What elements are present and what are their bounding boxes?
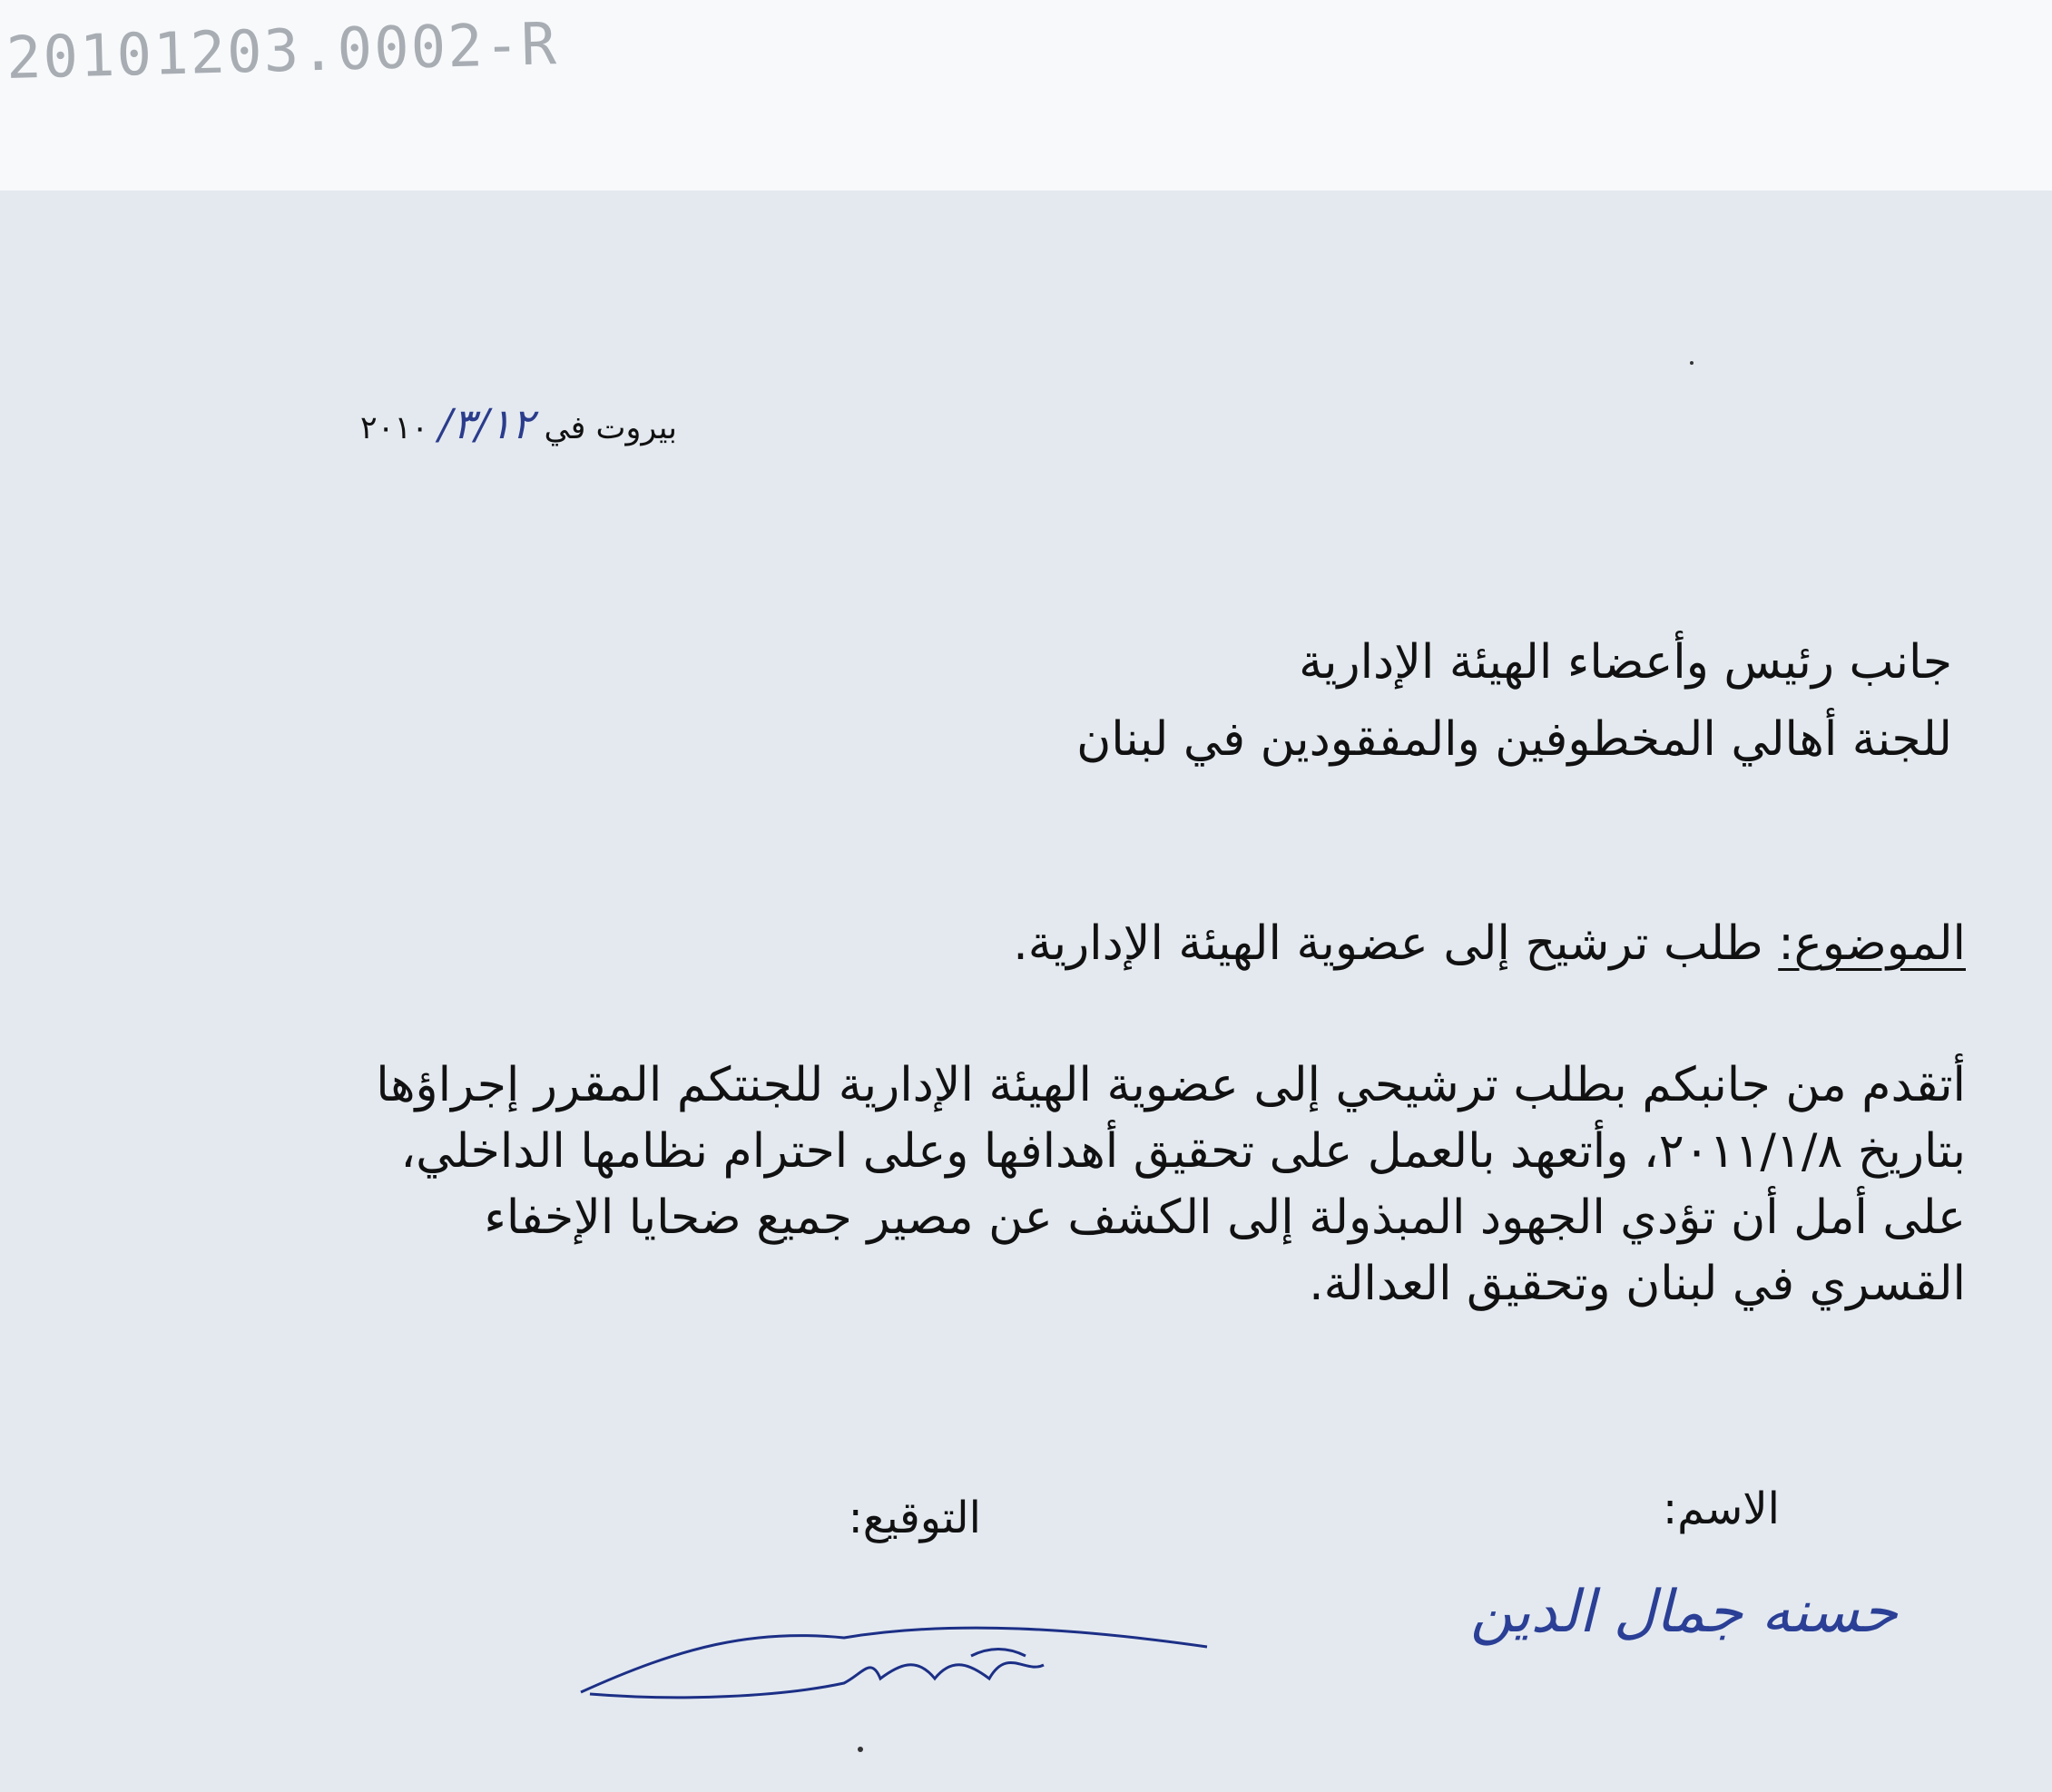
- date-year: ٢٠١٠: [359, 410, 429, 446]
- scan-speck: [858, 1747, 863, 1752]
- signature-label: التوقيع:: [848, 1493, 981, 1543]
- letter-page: [0, 191, 2052, 1792]
- archive-code: 20101203.0002-R: [5, 11, 559, 93]
- letter-body: [241, 1053, 1966, 1317]
- scan-speck: [1690, 361, 1694, 365]
- date-prefix: بيروت في: [544, 410, 677, 446]
- date-line: [360, 399, 677, 448]
- subject-label: الموضوع:: [1778, 916, 1966, 971]
- body-line-3: على أمل أن تؤدي الجهود المبذولة إلى الكشف عن مصير جميع ضحايا الإخفاء: [484, 1190, 1966, 1245]
- addressee-line-1: جانب رئيس وأعضاء الهيئة الإدارية: [1299, 635, 1952, 690]
- date-handwritten: ٣/١٢/: [438, 399, 535, 448]
- subject-line: [1013, 916, 1966, 971]
- addressee-line-2: للجنة أهالي المخطوفين والمفقودين في لبنان: [1076, 712, 1952, 767]
- signature-image: [572, 1592, 1225, 1719]
- body-line-2: بتاريخ ٢٠١١/١/٨، وأتعهد بالعمل على تحقيق أهدافها وعلى احترام نظامها الداخلي،: [400, 1124, 1966, 1179]
- body-line-4: القسري في لبنان وتحقيق العدالة.: [1309, 1257, 1966, 1311]
- subject-text: طلب ترشيح إلى عضوية الهيئة الإدارية.: [1013, 916, 1779, 971]
- handwritten-name: حسنه جمال الدين: [1470, 1579, 1898, 1646]
- name-label: الاسم:: [1662, 1484, 1780, 1534]
- body-line-1: أتقدم من جانبكم بطلب ترشيحي إلى عضوية الهيئة الإدارية للجنتكم المقرر إجراؤها: [376, 1058, 1966, 1112]
